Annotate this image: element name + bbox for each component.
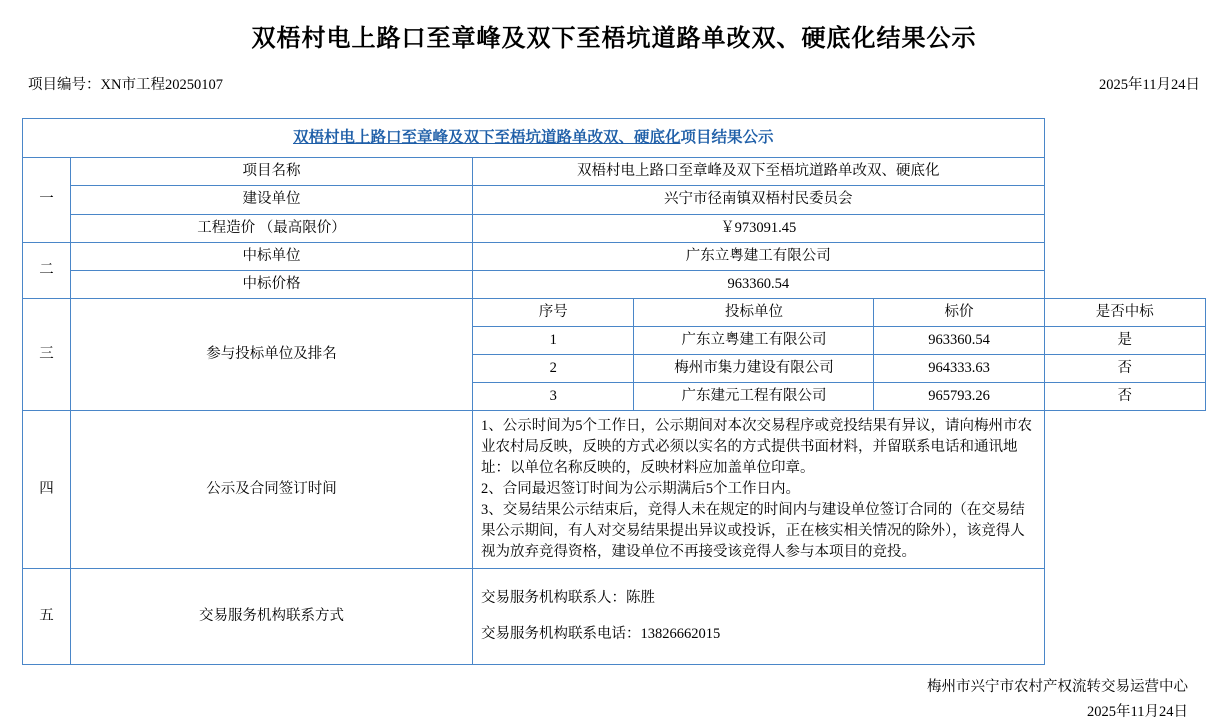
contact-phone: 交易服务机构联系电话：13826662015 (481, 625, 721, 642)
table-row (23, 242, 1206, 270)
bidders-header-price: 标价 (874, 298, 1044, 326)
section-index-two: 二 (23, 242, 71, 298)
section-index-one: 一 (23, 158, 71, 242)
publicity-terms (473, 410, 1045, 568)
publicity-term-3: 3、交易结果公示结束后，竞得人未在规定的时间内与建设单位签订合同的（在交易结果公示期间，有人对交易结果提出异议或投诉，正在核实相关情况的除外），该竞得人视为放弃竞得资格，建设单位不再接受该竞得人参与本项目的竞投。 (481, 501, 1025, 560)
bidder-1-no: 1 (473, 326, 634, 354)
table-caption-tail: 项目结果公示 (680, 129, 774, 146)
contact-person: 交易服务机构联系人：陈胜 (481, 590, 655, 607)
table-caption-row (23, 119, 1206, 158)
bidder-3-price: 965793.26 (874, 382, 1044, 410)
document-meta (0, 59, 1228, 94)
row-label-bidders: 参与投标单位及排名 (71, 298, 473, 410)
section-index-four: 四 (23, 410, 71, 568)
section-index-five: 五 (23, 568, 71, 665)
table-caption (23, 119, 1045, 158)
row-label-publicity-period: 公示及合同签订时间 (71, 410, 473, 568)
table-row (23, 186, 1206, 214)
bidder-3-unit: 广东建元工程有限公司 (634, 382, 874, 410)
row-value-project-cost: ￥973091.45 (473, 214, 1045, 242)
row-label-winning-unit: 中标单位 (71, 242, 473, 270)
table-row (23, 214, 1206, 242)
row-label-project-name: 项目名称 (71, 158, 473, 186)
table-row (23, 158, 1206, 186)
bidder-2-won: 否 (1044, 354, 1205, 382)
row-label-winning-price: 中标价格 (71, 270, 473, 298)
section-index-three: 三 (23, 298, 71, 410)
row-label-construction-unit: 建设单位 (71, 186, 473, 214)
footer-date: 2025年11月24日 (1087, 703, 1188, 720)
bidder-1-won: 是 (1044, 326, 1205, 354)
table-row (23, 270, 1206, 298)
bidder-2-price: 964333.63 (874, 354, 1044, 382)
project-number: 项目编号：XN市工程20250107 (28, 77, 223, 93)
contact-info (473, 568, 1045, 665)
row-value-construction-unit: 兴宁市径南镇双梧村民委员会 (473, 186, 1045, 214)
bidder-1-price: 963360.54 (874, 326, 1044, 354)
publish-date-top: 2025年11月24日 (1099, 77, 1200, 93)
row-value-winning-unit: 广东立粤建工有限公司 (473, 242, 1045, 270)
bidder-3-no: 3 (473, 382, 634, 410)
bidder-2-unit: 梅州市集力建设有限公司 (634, 354, 874, 382)
bidders-header-won: 是否中标 (1044, 298, 1205, 326)
publicity-term-1: 1、公示时间为5个工作日，公示期间对本次交易程序或竞投结果有异议，请向梅州市农业农村局反映，反映的方式必须以实名的方式提供书面材料，并留联系电话和通讯地址：以单位名称反映的，反映材料应加盖单位印章。 (481, 417, 1032, 476)
row-label-project-cost: 工程造价 （最高限价） (71, 214, 473, 242)
footer-organization: 梅州市兴宁市农村产权流转交易运营中心 (927, 679, 1188, 696)
bidder-2-no: 2 (473, 354, 634, 382)
row-value-winning-price: 963360.54 (473, 270, 1045, 298)
bidder-1-unit: 广东立粤建工有限公司 (634, 326, 874, 354)
result-table (22, 118, 1206, 665)
bidders-header-no: 序号 (473, 298, 634, 326)
table-row (23, 298, 1206, 326)
table-row (23, 410, 1206, 568)
bidder-3-won: 否 (1044, 382, 1205, 410)
publicity-term-2: 2、合同最迟签订时间为公示期满后5个工作日内。 (481, 480, 800, 497)
row-value-project-name: 双梧村电上路口至章峰及双下至梧坑道路单改双、硬底化 (473, 158, 1045, 186)
table-caption-link[interactable]: 双梧村电上路口至章峰及双下至梧坑道路单改双、硬底化 (292, 129, 681, 146)
row-label-contact: 交易服务机构联系方式 (71, 568, 473, 665)
page-title: 双梧村电上路口至章峰及双下至梧坑道路单改双、硬底化结果公示 (251, 26, 977, 52)
result-table-container (0, 94, 1228, 665)
bidders-header-unit: 投标单位 (634, 298, 874, 326)
table-row (23, 568, 1206, 665)
document-footer (0, 665, 1228, 724)
